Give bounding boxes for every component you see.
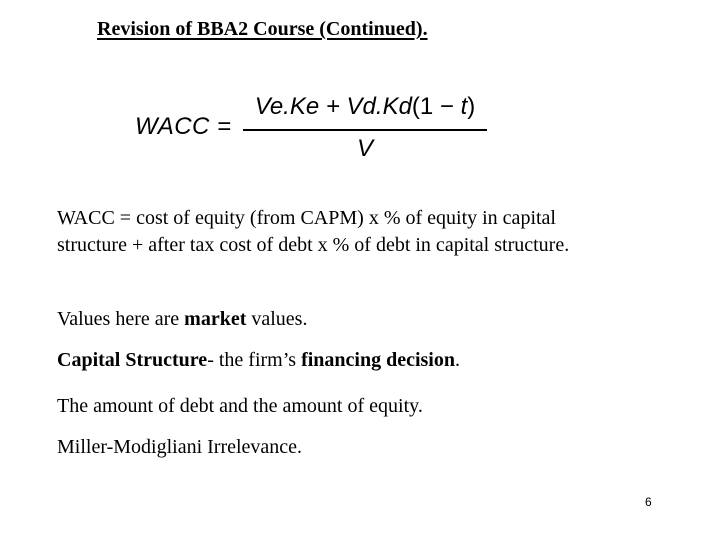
debt-equity-note: The amount of debt and the amount of equity. [57,395,423,417]
capital-structure-note [57,347,617,374]
slide-title: Revision of BBA2 Course (Continued). [97,18,428,40]
formula-numerator [245,93,485,121]
page-number: 6 [645,495,652,509]
formula-num-paren-close: ) [467,93,476,120]
formula-lhs: WACC = [135,113,232,140]
formula-num-paren-open: (1 [411,93,434,120]
capital-structure-mid: - the firm’s [207,349,302,371]
fraction-bar [243,129,487,131]
values-prefix: Values here are [57,308,185,330]
capital-structure-term: Capital Structure [57,349,208,371]
capital-structure-end: . [454,349,460,371]
formula-denominator: V [356,135,373,162]
formula-num-minus: − [433,93,461,120]
wacc-definition: WACC = cost of equity (from CAPM) x % of equity in capital structure + after tax cost of debt x % of debt in capital structure. [57,207,570,256]
wacc-formula [135,93,495,173]
market-values-note [57,306,617,333]
mm-irrelevance-note: Miller-Modigliani Irrelevance. [57,436,303,458]
formula-num-terms: Ve.Ke + Vd.Kd [254,93,412,120]
formula-num-tax: t [460,93,468,120]
financing-decision-term: financing decision [301,349,455,371]
values-bold: market [184,308,247,330]
values-suffix: values. [246,308,308,330]
